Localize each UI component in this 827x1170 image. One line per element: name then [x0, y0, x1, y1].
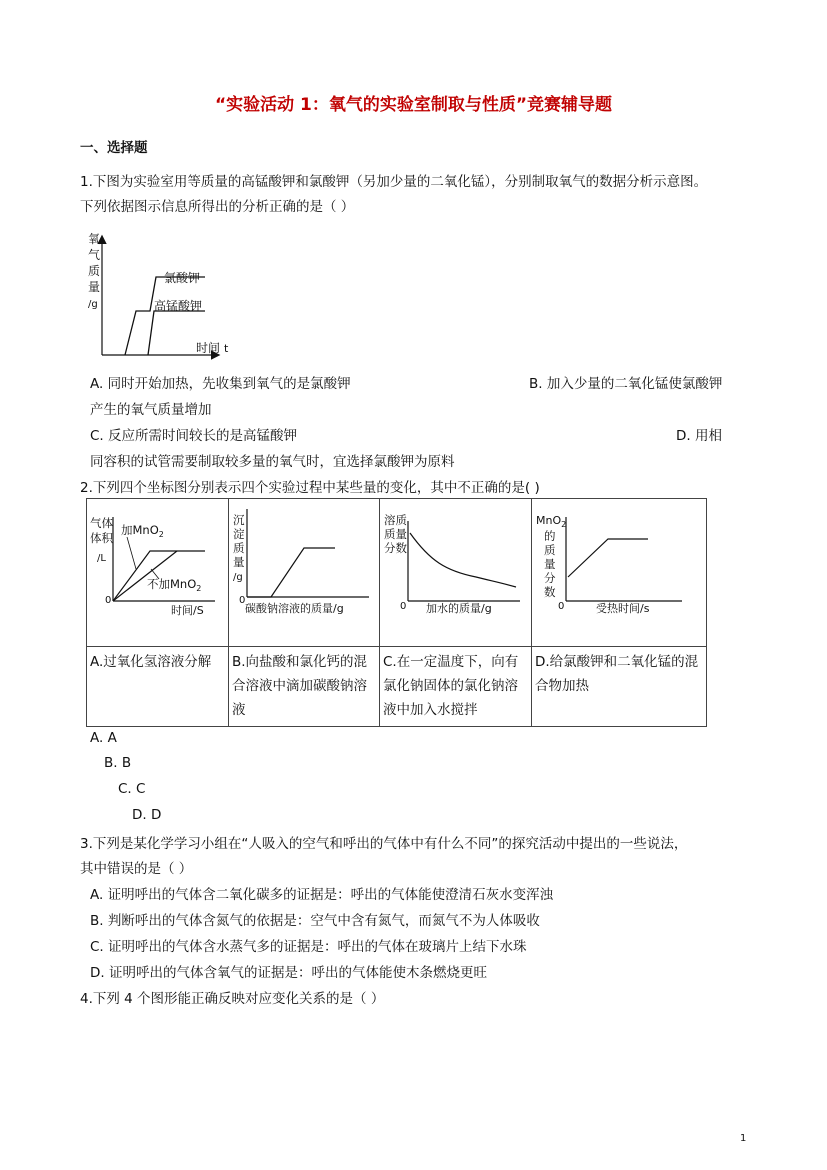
q1-option-c: C. 反应所需时间较长的是高锰酸钾 — [90, 428, 298, 444]
graph-cell-a — [87, 499, 229, 647]
y-label-char: 气 — [88, 248, 101, 262]
label-without-catalyst: 不加MnO$_2$ — [147, 577, 202, 593]
graph-b — [229, 499, 379, 642]
precipitate-line — [247, 548, 335, 597]
y-label: 的 — [544, 529, 556, 543]
page-number: 1 — [740, 1133, 747, 1144]
y-label: 体积 — [90, 531, 113, 545]
graph-cell-c — [380, 499, 532, 647]
y-unit: /g — [233, 572, 243, 583]
y-label: 质 — [544, 543, 556, 557]
x-label: 受热时间/s — [596, 602, 650, 615]
label-with-catalyst: 加MnO$_2$ — [121, 523, 164, 539]
y-label: 淀 — [233, 527, 245, 541]
q3-option-d: D. 证明呼出的气体含氧气的证据是：呼出的气体能使木条燃烧更旺 — [90, 965, 487, 981]
q4-stem: 4.下列 4 个图形能正确反映对应变化关系的是（ ） — [80, 991, 385, 1007]
caption-d: D.给氯酸钾和二氧化锰的混合物加热 — [535, 654, 699, 694]
x-label: 碳酸钠溶液的质量/g — [245, 602, 344, 615]
x-unit: t — [224, 342, 229, 355]
q2-graph-table — [86, 498, 707, 727]
y-label: MnO$_2$ — [536, 514, 567, 529]
q1-stem-line1: 1.下图为实验室用等质量的高锰酸钾和氯酸钾（另加少量的二氧化锰），分别制取氧气的数据分析示意图。 — [80, 174, 708, 190]
y-label: 量 — [233, 555, 245, 569]
y-label: 分 — [544, 571, 556, 585]
q1-option-a: A. 同时开始加热，先收集到氧气的是氯酸钾 — [90, 376, 351, 392]
q1-option-b: B. 加入少量的二氧化锰使氯酸钾 — [529, 376, 723, 392]
q3-stem-line2: 其中错误的是（ ） — [80, 861, 193, 877]
caption-cell-a — [87, 647, 229, 727]
q1-option-d: D. 用相 — [676, 428, 722, 444]
caption-c: C.在一定温度下，向有氯化钠固体的氯化钠溶液中加入水搅拌 — [383, 654, 519, 718]
origin-label: 0 — [558, 601, 565, 612]
y-label: 质量 — [384, 527, 407, 541]
q3-stem-line1: 3.下列是某化学学习小组在“人吸入的空气和呼出的气体中有什么不同”的探究活动中提出的一些说法， — [80, 836, 688, 852]
y-label: 量 — [544, 557, 556, 571]
y-label-char: 氧 — [88, 232, 101, 246]
graph-cell-d — [532, 499, 707, 647]
graph-c — [380, 499, 531, 642]
caption-cell-c — [380, 647, 532, 727]
mno2-fraction-line — [568, 539, 648, 577]
caption-b: B.向盐酸和氯化钙的混合溶液中滴加碳酸钠溶液 — [232, 654, 368, 718]
q2-stem: 2.下列四个坐标图分别表示四个实验过程中某些量的变化，其中不正确的是( ) — [80, 480, 540, 496]
caption-cell-b — [229, 647, 380, 727]
solute-fraction-curve — [410, 533, 516, 587]
label-pointer — [127, 537, 136, 569]
x-label: 时间 — [196, 341, 221, 355]
q1-stem-line2: 下列依据图示信息所得出的分析正确的是（ ） — [80, 199, 355, 215]
q2-option-c: C. C — [118, 781, 146, 797]
y-label-char: 质 — [88, 264, 101, 278]
origin-label: 0 — [400, 601, 407, 612]
q3-option-c: C. 证明呼出的气体含水蒸气多的证据是：呼出的气体在玻璃片上结下水珠 — [90, 939, 527, 955]
q2-option-a: A. A — [90, 730, 117, 746]
graph-a — [87, 499, 228, 642]
q3-option-b: B. 判断呼出的气体含氮气的依据是：空气中含有氮气，而氮气不为人体吸收 — [90, 913, 540, 929]
origin-label: 0 — [105, 595, 112, 606]
graph-d — [532, 499, 706, 642]
y-label: 溶质 — [384, 513, 407, 527]
y-unit: /L — [97, 553, 106, 564]
q1-option-d-cont: 同容积的试管需要制取较多量的氧气时，宜选择氯酸钾为原料 — [90, 454, 455, 470]
y-label: 分数 — [384, 541, 407, 555]
y-label: 数 — [544, 585, 556, 599]
q2-option-d: D. D — [132, 807, 162, 823]
series-label-a: 氯酸钾 — [164, 271, 201, 285]
x-label: 加水的质量/g — [426, 602, 492, 615]
page-title: “实验活动 1：氧气的实验室制取与性质”竞赛辅导题 — [214, 95, 613, 115]
q1-option-b-cont: 产生的氧气质量增加 — [90, 402, 212, 418]
section-heading: 一、选择题 — [80, 140, 148, 156]
x-label: 时间/S — [171, 604, 204, 617]
caption-a: A.过氧化氢溶液分解 — [90, 654, 212, 670]
y-label: 气体 — [90, 516, 113, 530]
y-label-char: 量 — [88, 280, 101, 294]
series-line-a — [125, 277, 205, 355]
y-unit: /g — [88, 299, 98, 310]
q1-graph — [80, 225, 250, 365]
q3-option-a: A. 证明呼出的气体含二氧化碳多的证据是：呼出的气体能使澄清石灰水变浑浊 — [90, 887, 554, 903]
caption-cell-d — [532, 647, 707, 727]
graph-cell-b — [229, 499, 380, 647]
q2-option-b: B. B — [104, 755, 132, 771]
y-label: 沉 — [233, 513, 245, 527]
series-label-b: 高锰酸钾 — [154, 299, 203, 313]
origin-label: 0 — [239, 595, 246, 606]
y-label: 质 — [233, 541, 245, 555]
line-with-catalyst — [113, 551, 205, 601]
